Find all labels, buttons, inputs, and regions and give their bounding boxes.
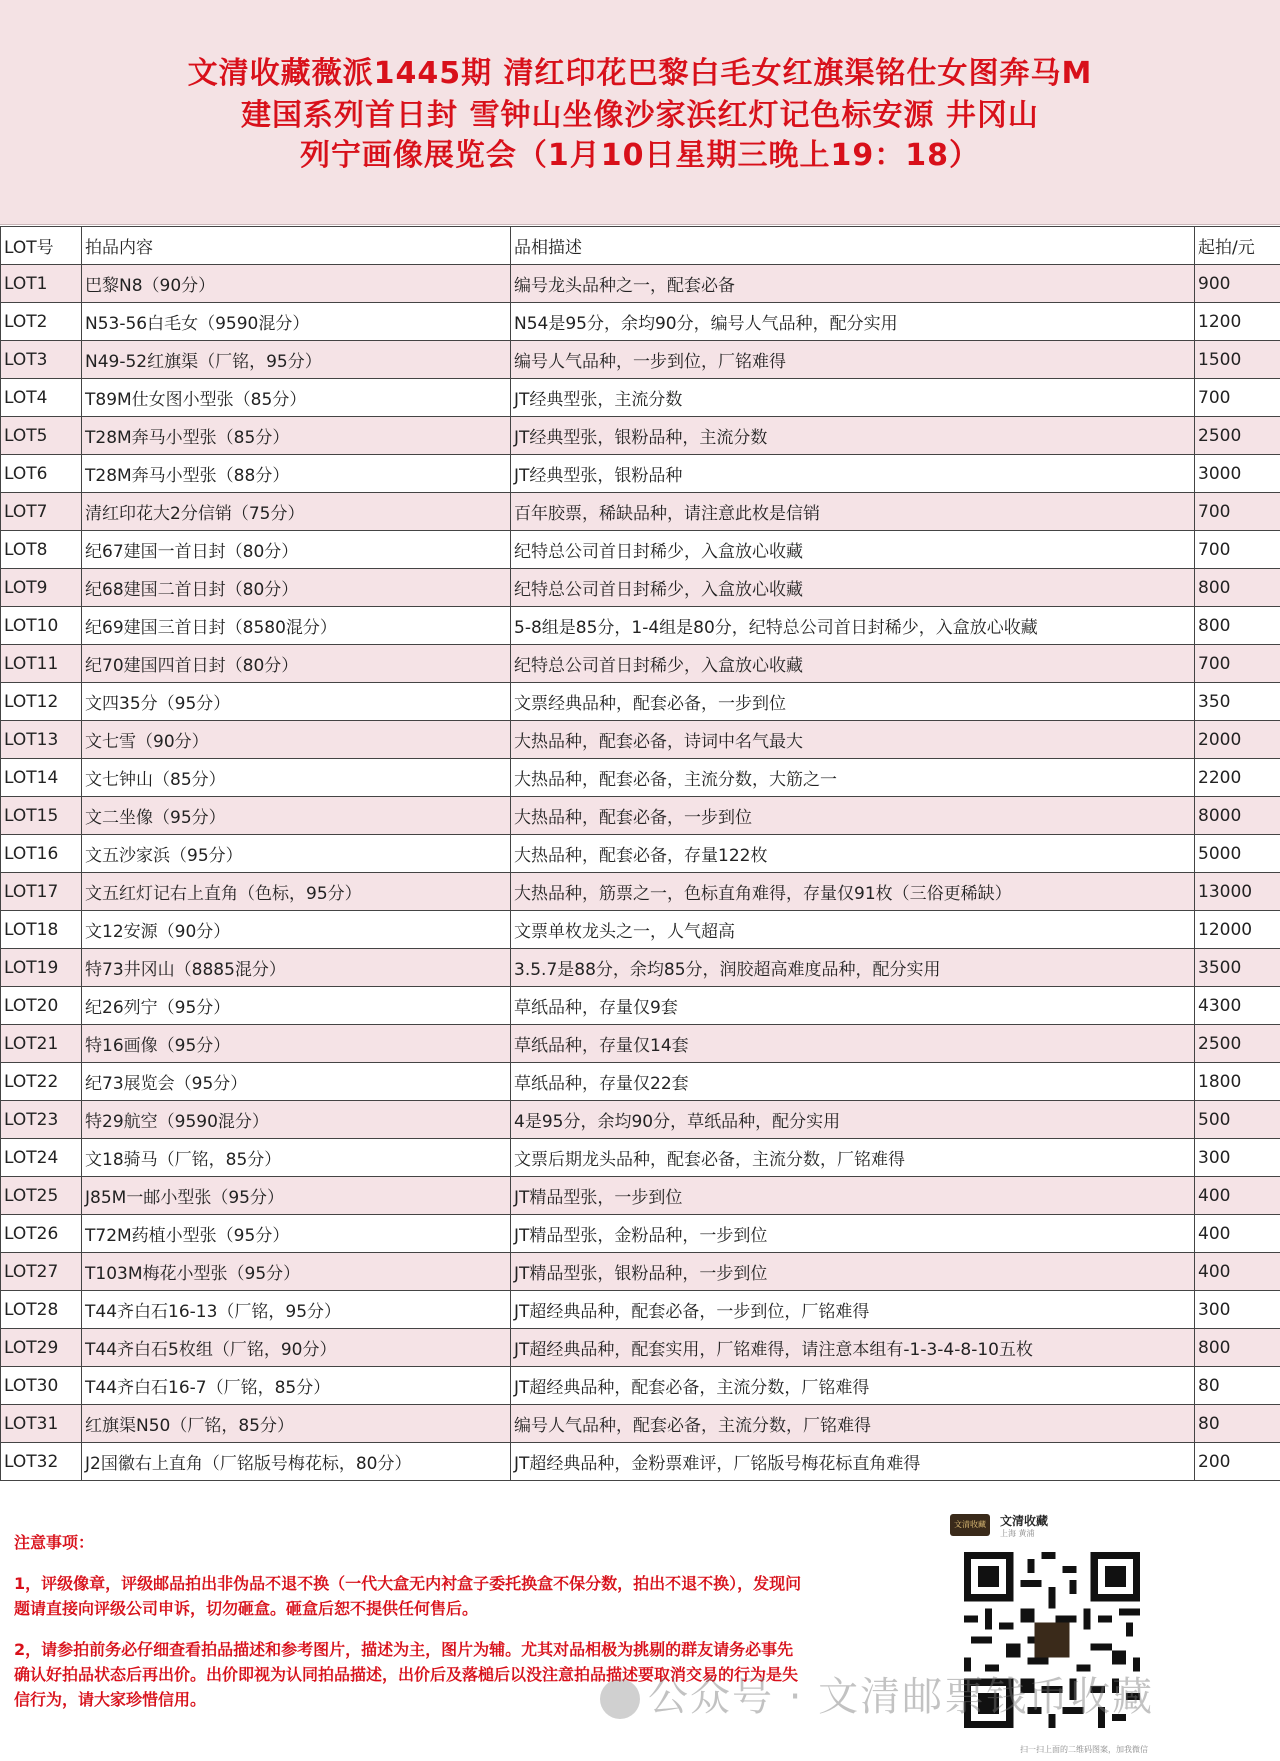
lot-content-cell: 纪73展览会（95分） (82, 1063, 511, 1101)
table-body (1, 265, 1280, 1481)
starting-price-cell: 2500 (1195, 1025, 1280, 1063)
table-row (1, 1443, 1280, 1481)
page-title-line-1: 文清收藏薇派1445期 清红印花巴黎白毛女红旗渠铭仕女图奔马M (187, 56, 1093, 91)
page-title-line-3: 列宁画像展览会（1月10日星期三晚上19：18） (299, 138, 981, 173)
condition-cell: 编号人气品种，配套必备，主流分数，厂铭难得 (511, 1405, 1195, 1443)
starting-price-cell: 700 (1195, 645, 1280, 683)
lot-number-cell: LOT3 (1, 341, 82, 379)
condition-cell: 纪特总公司首日封稀少，入盒放心收藏 (511, 569, 1195, 607)
lot-content-cell: J2国徽右上直角（厂铭版号梅花标，80分） (82, 1443, 511, 1481)
condition-cell: 百年胶票，稀缺品种，请注意此枚是信销 (511, 493, 1195, 531)
lot-number-cell: LOT14 (1, 759, 82, 797)
lot-content-cell: 文七钟山（85分） (82, 759, 511, 797)
condition-cell: 文票后期龙头品种，配套必备，主流分数，厂铭难得 (511, 1139, 1195, 1177)
table-row (1, 797, 1280, 835)
lot-number-cell: LOT28 (1, 1291, 82, 1329)
condition-cell: 4是95分，余均90分，草纸品种，配分实用 (511, 1101, 1195, 1139)
condition-cell: JT经典型张，银粉品种，主流分数 (511, 417, 1195, 455)
starting-price-cell: 800 (1195, 607, 1280, 645)
condition-cell: 大热品种，配套必备，主流分数，大筋之一 (511, 759, 1195, 797)
condition-cell: 编号人气品种，一步到位，厂铭难得 (511, 341, 1195, 379)
lot-content-cell: 特73井冈山（8885混分） (82, 949, 511, 987)
table-row (1, 949, 1280, 987)
starting-price-cell: 1500 (1195, 341, 1280, 379)
condition-cell: 纪特总公司首日封稀少，入盒放心收藏 (511, 645, 1195, 683)
lot-content-cell: 巴黎N8（90分） (82, 265, 511, 303)
starting-price-cell: 1200 (1195, 303, 1280, 341)
lot-number-cell: LOT17 (1, 873, 82, 911)
qr-hint: 扫一扫上面的二维码图案，加我微信 (1020, 1745, 1148, 1754)
lot-content-cell: N49-52红旗渠（厂铭，95分） (82, 341, 511, 379)
lot-number-cell: LOT16 (1, 835, 82, 873)
table-header-row (1, 227, 1280, 265)
starting-price-cell: 3500 (1195, 949, 1280, 987)
condition-cell: 大热品种，配套必备，存量122枚 (511, 835, 1195, 873)
table-row (1, 303, 1280, 341)
lot-content-cell: 纪70建国四首日封（80分） (82, 645, 511, 683)
condition-cell: 草纸品种，存量仅22套 (511, 1063, 1195, 1101)
lot-number-cell: LOT7 (1, 493, 82, 531)
starting-price-cell: 80 (1195, 1367, 1280, 1405)
condition-cell: 草纸品种，存量仅9套 (511, 987, 1195, 1025)
lot-content-cell: 特29航空（9590混分） (82, 1101, 511, 1139)
condition-cell: 3.5.7是88分，余均85分，润胶超高难度品种，配分实用 (511, 949, 1195, 987)
table-row (1, 341, 1280, 379)
starting-price-cell: 2200 (1195, 759, 1280, 797)
lot-number-cell: LOT1 (1, 265, 82, 303)
lot-number-cell: LOT32 (1, 1443, 82, 1481)
auction-lot-table (0, 226, 1280, 1481)
condition-cell: 大热品种，筋票之一，色标直角难得，存量仅91枚（三俗更稀缺） (511, 873, 1195, 911)
table-row (1, 531, 1280, 569)
condition-cell: 编号龙头品种之一，配套必备 (511, 265, 1195, 303)
table-row (1, 1025, 1280, 1063)
lot-number-cell: LOT26 (1, 1215, 82, 1253)
starting-price-cell: 5000 (1195, 835, 1280, 873)
table-row (1, 1329, 1280, 1367)
table-row (1, 835, 1280, 873)
lot-content-cell: 文五红灯记右上直角（色标，95分） (82, 873, 511, 911)
lot-content-cell: J85M一邮小型张（95分） (82, 1177, 511, 1215)
condition-cell: JT经典型张，银粉品种 (511, 455, 1195, 493)
lot-number-cell: LOT31 (1, 1405, 82, 1443)
brand-logo: 文清收藏 (950, 1514, 990, 1536)
starting-price-cell: 4300 (1195, 987, 1280, 1025)
starting-price-cell: 2000 (1195, 721, 1280, 759)
table-row (1, 683, 1280, 721)
condition-cell: 文票经典品种，配套必备，一步到位 (511, 683, 1195, 721)
table-row (1, 1253, 1280, 1291)
lot-number-cell: LOT25 (1, 1177, 82, 1215)
lot-number-cell: LOT21 (1, 1025, 82, 1063)
lot-content-cell: 文七雪（90分） (82, 721, 511, 759)
starting-price-cell: 12000 (1195, 911, 1280, 949)
condition-cell: JT超经典品种，配套必备，主流分数，厂铭难得 (511, 1367, 1195, 1405)
lot-content-cell: 纪69建国三首日封（8580混分） (82, 607, 511, 645)
watermark-text: 公众号 · 文清邮票钱币收藏 (648, 1674, 1155, 1720)
lot-number-cell: LOT15 (1, 797, 82, 835)
header-lot-number: LOT号 (1, 227, 82, 265)
starting-price-cell: 400 (1195, 1177, 1280, 1215)
starting-price-cell: 1800 (1195, 1063, 1280, 1101)
header-starting-price: 起拍/元 (1195, 227, 1280, 265)
table-row (1, 417, 1280, 455)
page-header (0, 0, 1280, 225)
table-row (1, 493, 1280, 531)
table-row (1, 265, 1280, 303)
condition-cell: 纪特总公司首日封稀少，入盒放心收藏 (511, 531, 1195, 569)
lot-number-cell: LOT10 (1, 607, 82, 645)
lot-number-cell: LOT30 (1, 1367, 82, 1405)
condition-cell: JT超经典品种，配套必备，一步到位，厂铭难得 (511, 1291, 1195, 1329)
table-row (1, 1177, 1280, 1215)
table-row (1, 987, 1280, 1025)
condition-cell: JT经典型张，主流分数 (511, 379, 1195, 417)
starting-price-cell: 300 (1195, 1291, 1280, 1329)
starting-price-cell: 13000 (1195, 873, 1280, 911)
starting-price-cell: 400 (1195, 1215, 1280, 1253)
lot-number-cell: LOT19 (1, 949, 82, 987)
lot-content-cell: 清红印花大2分信销（75分） (82, 493, 511, 531)
table-row (1, 569, 1280, 607)
lot-number-cell: LOT20 (1, 987, 82, 1025)
table-row (1, 1101, 1280, 1139)
table-row (1, 1405, 1280, 1443)
condition-cell: 草纸品种，存量仅14套 (511, 1025, 1195, 1063)
starting-price-cell: 2500 (1195, 417, 1280, 455)
lot-number-cell: LOT18 (1, 911, 82, 949)
starting-price-cell: 350 (1195, 683, 1280, 721)
qr-account-name: 文清收藏 (1000, 1514, 1049, 1528)
lot-number-cell: LOT9 (1, 569, 82, 607)
table-row (1, 607, 1280, 645)
lot-content-cell: T89M仕女图小型张（85分） (82, 379, 511, 417)
starting-price-cell: 80 (1195, 1405, 1280, 1443)
table-row (1, 1063, 1280, 1101)
table-row (1, 379, 1280, 417)
starting-price-cell: 200 (1195, 1443, 1280, 1481)
lot-number-cell: LOT2 (1, 303, 82, 341)
lot-content-cell: N53-56白毛女（9590混分） (82, 303, 511, 341)
lot-number-cell: LOT11 (1, 645, 82, 683)
condition-cell: JT超经典品种，金粉票难评，厂铭版号梅花标直角难得 (511, 1443, 1195, 1481)
starting-price-cell: 800 (1195, 1329, 1280, 1367)
table-row (1, 1139, 1280, 1177)
condition-cell: JT精品型张，银粉品种，一步到位 (511, 1253, 1195, 1291)
starting-price-cell: 900 (1195, 265, 1280, 303)
notes-item-2: 2，请参拍前务必仔细查看拍品描述和参考图片，描述为主，图片为辅。尤其对品相极为挑剔的群友请务必事先确认好拍品状态后再出价。出价即视为认同拍品描述，出价后及落槌后以没注意拍品描述要取消交易的行为是失信行为，请大家珍惜信用。 (14, 1640, 799, 1709)
lot-content-cell: 文18骑马（厂铭，85分） (82, 1139, 511, 1177)
lot-content-cell: 特16画像（95分） (82, 1025, 511, 1063)
lot-content-cell: T28M奔马小型张（85分） (82, 417, 511, 455)
lot-number-cell: LOT5 (1, 417, 82, 455)
table-row (1, 721, 1280, 759)
lot-number-cell: LOT29 (1, 1329, 82, 1367)
condition-cell: N54是95分，余均90分，编号人气品种，配分实用 (511, 303, 1195, 341)
starting-price-cell: 400 (1195, 1253, 1280, 1291)
table-row (1, 1367, 1280, 1405)
lot-number-cell: LOT22 (1, 1063, 82, 1101)
lot-content-cell: 纪26列宁（95分） (82, 987, 511, 1025)
lot-number-cell: LOT13 (1, 721, 82, 759)
lot-number-cell: LOT8 (1, 531, 82, 569)
starting-price-cell: 300 (1195, 1139, 1280, 1177)
watermark (600, 1665, 1154, 1722)
lot-content-cell: T72M药植小型张（95分） (82, 1215, 511, 1253)
table-row (1, 759, 1280, 797)
lot-content-cell: 红旗渠N50（厂铭，85分） (82, 1405, 511, 1443)
page-title-line-2: 建国系列首日封 雪钟山坐像沙家浜红灯记色标安源 井冈山 (241, 98, 1039, 133)
qr-location: 上海 黄浦 (1000, 1529, 1035, 1538)
table-row (1, 1291, 1280, 1329)
lot-number-cell: LOT24 (1, 1139, 82, 1177)
lot-content-cell: 纪67建国一首日封（80分） (82, 531, 511, 569)
notes-title: 注意事项： (14, 1533, 95, 1552)
starting-price-cell: 3000 (1195, 455, 1280, 493)
lot-content-cell: T44齐白石5枚组（厂铭，90分） (82, 1329, 511, 1367)
condition-cell: 大热品种，配套必备，一步到位 (511, 797, 1195, 835)
lot-content-cell: T28M奔马小型张（88分） (82, 455, 511, 493)
header-lot-content: 拍品内容 (82, 227, 511, 265)
starting-price-cell: 8000 (1195, 797, 1280, 835)
starting-price-cell: 700 (1195, 531, 1280, 569)
lot-content-cell: T44齐白石16-13（厂铭，95分） (82, 1291, 511, 1329)
starting-price-cell: 800 (1195, 569, 1280, 607)
table-row (1, 911, 1280, 949)
table-row (1, 873, 1280, 911)
condition-cell: 大热品种，配套必备，诗词中名气最大 (511, 721, 1195, 759)
condition-cell: JT精品型张，金粉品种，一步到位 (511, 1215, 1195, 1253)
lot-content-cell: 纪68建国二首日封（80分） (82, 569, 511, 607)
condition-cell: 文票单枚龙头之一，人气超高 (511, 911, 1195, 949)
starting-price-cell: 500 (1195, 1101, 1280, 1139)
wechat-icon (600, 1679, 640, 1719)
table-row (1, 455, 1280, 493)
notes-item-1: 1，评级像章，评级邮品拍出非伪品不退不换（一代大盒无内衬盒子委托换盒不保分数，拍出不退不换），发现问题请直接向评级公司申诉，切勿砸盒。砸盒后恕不提供任何售后。 (14, 1574, 802, 1618)
lot-number-cell: LOT6 (1, 455, 82, 493)
lot-content-cell: 文五沙家浜（95分） (82, 835, 511, 873)
condition-cell: 5-8组是85分，1-4组是80分，纪特总公司首日封稀少，入盒放心收藏 (511, 607, 1195, 645)
condition-cell: JT精品型张，一步到位 (511, 1177, 1195, 1215)
lot-content-cell: 文二坐像（95分） (82, 797, 511, 835)
table-row (1, 645, 1280, 683)
lot-number-cell: LOT27 (1, 1253, 82, 1291)
header-condition: 品相描述 (511, 227, 1195, 265)
lot-number-cell: LOT4 (1, 379, 82, 417)
lot-content-cell: 文四35分（95分） (82, 683, 511, 721)
starting-price-cell: 700 (1195, 493, 1280, 531)
lot-content-cell: T103M梅花小型张（95分） (82, 1253, 511, 1291)
starting-price-cell: 700 (1195, 379, 1280, 417)
lot-content-cell: T44齐白石16-7（厂铭，85分） (82, 1367, 511, 1405)
lot-content-cell: 文12安源（90分） (82, 911, 511, 949)
lot-number-cell: LOT12 (1, 683, 82, 721)
lot-number-cell: LOT23 (1, 1101, 82, 1139)
table-row (1, 1215, 1280, 1253)
condition-cell: JT超经典品种，配套实用，厂铭难得，请注意本组有-1-3-4-8-10五枚 (511, 1329, 1195, 1367)
